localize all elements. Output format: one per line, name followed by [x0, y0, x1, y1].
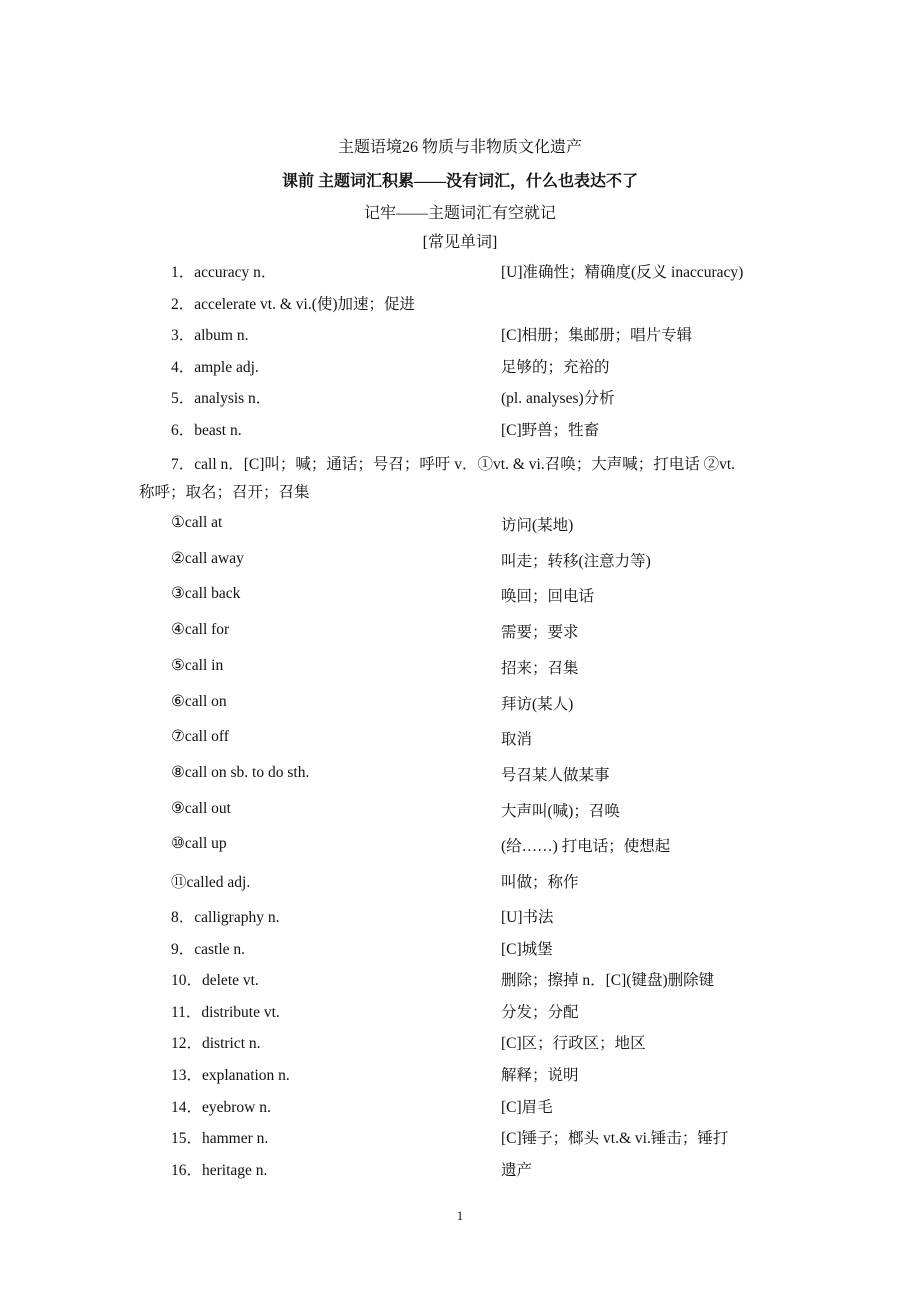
sub-heading: 记牢——主题词汇有空就记 — [363, 205, 556, 222]
vocab-row — [0, 1031, 920, 1055]
definition: 分发；分配 — [501, 1003, 579, 1021]
definition: 大声叫(喊)；召唤 — [501, 802, 620, 820]
definition: 解释；说明 — [501, 1067, 579, 1084]
vocab-row — [0, 355, 920, 379]
call-entry-line2: 称呼；取名；召开；召集 — [139, 484, 310, 501]
call-entry-line1: 7．call n．[C]叫；喊；通话；号召；呼吁 v．①vt. & vi.召唤；大声喊；打电话 ②vt. — [171, 456, 736, 473]
definition: 拜访(某人) — [501, 695, 574, 713]
definition: 访问(某地) — [501, 517, 574, 534]
term: 4．ample adj. — [171, 358, 259, 376]
term: ④call for — [171, 621, 230, 639]
definition: [C]锤子；榔头 vt.& vi.锤击；锤打 — [501, 1130, 729, 1148]
term: ⑦call off — [171, 728, 229, 746]
term: ⑪called adj. — [171, 874, 251, 891]
page-number: 1 — [456, 1208, 464, 1223]
vocab-row — [0, 260, 920, 284]
vocab-row — [0, 292, 920, 316]
definition: 需要；要求 — [501, 624, 579, 642]
term: 12．district n. — [171, 1035, 261, 1053]
term: ②call away — [171, 549, 244, 567]
vocab-row — [0, 418, 920, 442]
definition: [C]区；行政区；地区 — [501, 1035, 646, 1053]
term: 6．beast n. — [171, 422, 242, 439]
term: ⑧call on sb. to do sth. — [171, 763, 310, 781]
document-title: 主题语境26 物质与非物质文化遗产 — [337, 139, 582, 156]
phrase-row — [0, 763, 920, 787]
term: 2．accelerate vt. & vi.(使)加速；促进 — [171, 295, 416, 313]
term: 10．delete vt. — [171, 972, 259, 990]
definition: 号召某人做某事 — [501, 766, 610, 784]
vocab-row — [0, 905, 920, 929]
term: ⑩call up — [171, 835, 227, 853]
phrase-row — [0, 799, 920, 823]
definition: [C]眉毛 — [501, 1098, 553, 1116]
term: 13．explanation n. — [171, 1067, 290, 1084]
definition: 叫做；称作 — [501, 874, 579, 891]
vocab-row — [0, 386, 920, 410]
term: ⑨call out — [171, 799, 231, 817]
phrase-row — [0, 513, 920, 537]
term: 9．castle n. — [171, 940, 246, 958]
vocab-row — [0, 1063, 920, 1087]
vocab-row — [0, 1126, 920, 1150]
term: ①call at — [171, 514, 223, 531]
definition: 删除；擦掉 n．[C](键盘)删除键 — [501, 972, 715, 990]
phrase-row — [0, 692, 920, 716]
definition: 叫走；转移(注意力等) — [501, 552, 651, 570]
term: ③call back — [171, 585, 241, 603]
phrase-row — [0, 549, 920, 573]
term: 14．eyebrow n. — [171, 1098, 271, 1116]
phrase-row — [0, 834, 920, 858]
term: ⑤call in — [171, 656, 224, 674]
definition: 取消 — [501, 731, 533, 749]
term: 5．analysis n． — [171, 390, 272, 408]
definition: [C]城堡 — [501, 940, 553, 958]
category-label: [常见单词] — [422, 234, 498, 251]
definition: 足够的；充裕的 — [501, 358, 610, 376]
phrase-row — [0, 727, 920, 751]
vocab-row — [0, 1158, 920, 1182]
phrase-row — [0, 870, 920, 894]
vocab-row — [0, 968, 920, 992]
definition: 唤回；回电话 — [501, 588, 595, 606]
definition: [U]书法 — [501, 909, 554, 926]
definition: [U]准确性；精确度(反义 inaccuracy) — [501, 264, 744, 281]
definition: [C]相册；集邮册；唱片专辑 — [501, 327, 693, 345]
term: 15．hammer n. — [171, 1130, 269, 1148]
phrase-row — [0, 620, 920, 644]
term: 16．heritage n. — [171, 1161, 268, 1179]
section-heading: 课前 主题词汇积累——没有词汇，什么也表达不了 — [281, 173, 638, 190]
definition: [C]野兽；牲畜 — [501, 422, 600, 439]
phrase-row — [0, 656, 920, 680]
vocab-row — [0, 323, 920, 347]
definition: 遗产 — [501, 1161, 533, 1179]
term: ⑥call on — [171, 692, 227, 710]
vocab-row — [0, 937, 920, 961]
term: 3．album n. — [171, 327, 249, 345]
definition: (pl. analyses)分析 — [501, 390, 615, 408]
vocab-row — [0, 1000, 920, 1024]
term: 1．accuracy n． — [171, 264, 277, 281]
vocab-row — [0, 1095, 920, 1119]
definition: (给……) 打电话；使想起 — [501, 838, 671, 856]
term: 8．calligraphy n. — [171, 909, 280, 926]
term: 11．distribute vt. — [171, 1003, 280, 1021]
phrase-row — [0, 584, 920, 608]
definition: 招来；召集 — [501, 659, 579, 677]
